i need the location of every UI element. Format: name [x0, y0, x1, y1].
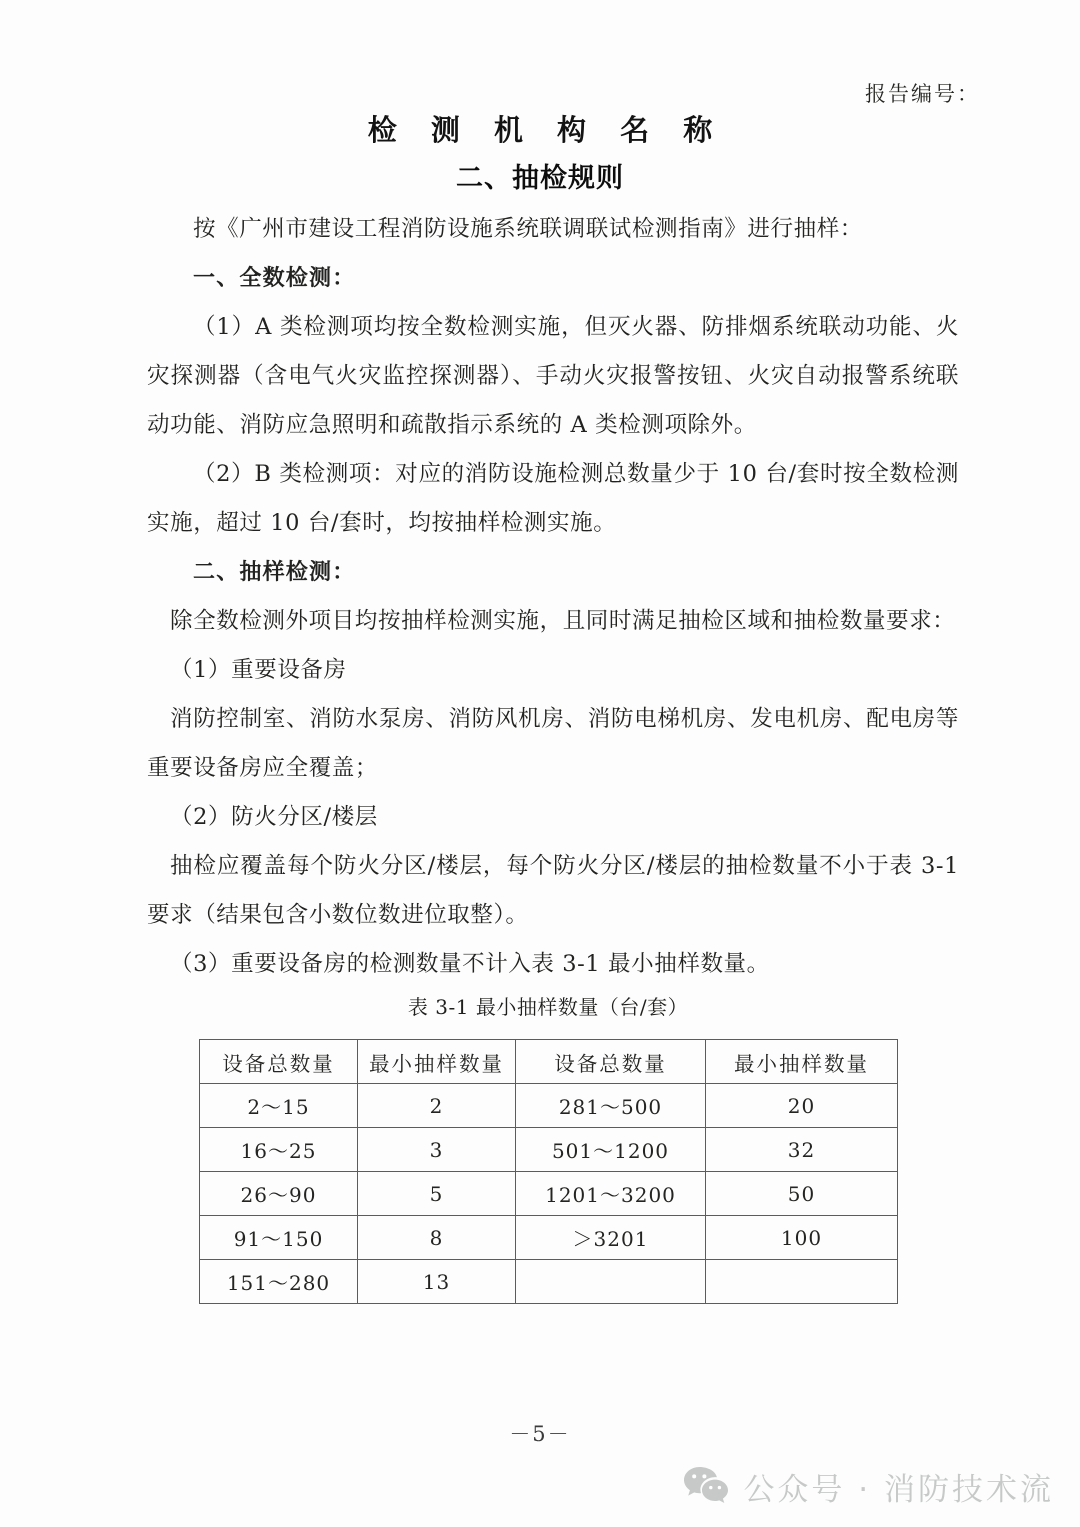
wechat-icon	[683, 1465, 729, 1509]
table-cell: 26～90	[200, 1172, 358, 1216]
paragraph-item-2-2-title: （2）防火分区/楼层	[170, 804, 378, 830]
table-cell: 2	[358, 1084, 516, 1128]
intro-paragraph: 按《广州市建设工程消防设施系统联调联试检测指南》进行抽样：	[193, 216, 863, 242]
table-cell: 32	[706, 1128, 898, 1172]
table-row	[200, 1216, 898, 1260]
table-cell: 5	[358, 1172, 516, 1216]
table-cell: 151～280	[200, 1260, 358, 1304]
table-cell	[516, 1260, 706, 1304]
table-header-cell: 设备总数量	[516, 1040, 706, 1084]
paragraph-item-2-2-body: 抽检应覆盖每个防火分区/楼层，每个防火分区/楼层的抽检数量不小于表 3-1 要求（结果包含小数位数进位取整）。	[147, 853, 959, 928]
table-cell: 1201～3200	[516, 1172, 706, 1216]
table-caption: 表 3-1 最小抽样数量（台/套）	[407, 995, 689, 1019]
table-cell: 3	[358, 1128, 516, 1172]
table-cell: 13	[358, 1260, 516, 1304]
minimum-sampling-table	[199, 1039, 898, 1304]
heading-full-inspection: 一、全数检测：	[193, 266, 356, 291]
table-cell: 281～500	[516, 1084, 706, 1128]
table-cell: 50	[706, 1172, 898, 1216]
table-header-cell: 最小抽样数量	[706, 1040, 898, 1084]
paragraph-item-2-1-body: 消防控制室、消防水泵房、消防风机房、消防电梯机房、发电机房、配电房等重要设备房应全覆盖；	[147, 706, 959, 781]
table-cell: 100	[706, 1216, 898, 1260]
heading-sampling-inspection: 二、抽样检测：	[193, 560, 356, 585]
table-cell	[706, 1260, 898, 1304]
table-cell: 8	[358, 1216, 516, 1260]
table-cell: 91～150	[200, 1216, 358, 1260]
paragraph-item-1-2: （2）B 类检测项：对应的消防设施检测总数量少于 10 台/套时按全数检测实施，超过 10 台/套时，均按抽样检测实施。	[147, 461, 959, 536]
table-header-cell: 最小抽样数量	[358, 1040, 516, 1084]
document-body	[147, 205, 959, 1026]
table-row	[200, 1172, 898, 1216]
organization-title: 检 测 机 构 名 称	[367, 113, 725, 147]
table-cell: 20	[706, 1084, 898, 1128]
table-cell: 501～1200	[516, 1128, 706, 1172]
table-row	[200, 1128, 898, 1172]
watermark	[683, 1464, 1054, 1509]
page-number: －5－	[509, 1422, 571, 1446]
table-row	[200, 1260, 898, 1304]
watermark-text: 公众号 · 消防技术流	[743, 1472, 1054, 1508]
table-header-row	[200, 1040, 898, 1084]
table-row	[200, 1084, 898, 1128]
table-cell: 16～25	[200, 1128, 358, 1172]
table-cell: 2～15	[200, 1084, 358, 1128]
table-cell: ＞3201	[516, 1216, 706, 1260]
paragraph-intro-2: 除全数检测外项目均按抽样检测实施，且同时满足抽检区域和抽检数量要求：	[170, 608, 956, 634]
section-title: 二、抽检规则	[456, 163, 624, 194]
paragraph-item-2-3: （3）重要设备房的检测数量不计入表 3-1 最小抽样数量。	[170, 951, 770, 977]
paragraph-item-2-1-title: （1）重要设备房	[170, 657, 347, 683]
report-number-label: 报告编号：	[865, 82, 980, 106]
table-header-cell: 设备总数量	[200, 1040, 358, 1084]
paragraph-item-1-1: （1）A 类检测项均按全数检测实施，但灭火器、防排烟系统联动功能、火灾探测器（含电气火灾监控探测器）、手动火灾报警按钮、火灾自动报警系统联动功能、消防应急照明和疏散指示系统的 A 类检测项除外。	[147, 314, 959, 438]
